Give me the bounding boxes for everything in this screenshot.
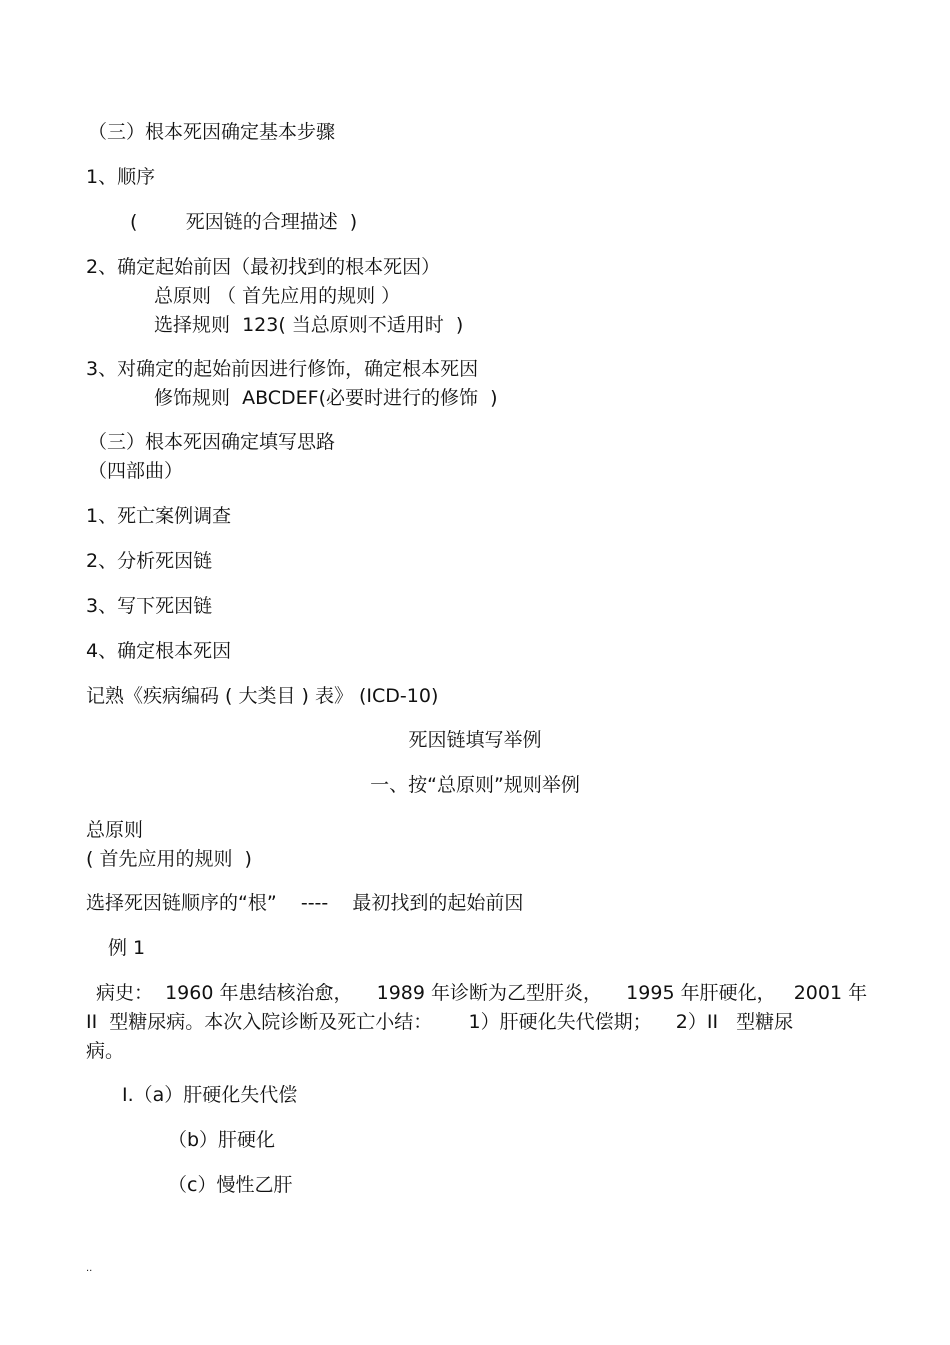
- list-item-analyze: 2、分析死因链: [86, 550, 213, 572]
- step-3-modify: 3、对确定的起始前因进行修饰，确定根本死因: [86, 358, 479, 380]
- history-line-2: II 型糖尿病。本次入院诊断及死亡小结： 1）肝硬化失代偿期； 2）II 型糖尿: [86, 1011, 794, 1033]
- history-line-3: 病。: [86, 1040, 125, 1062]
- modification-rule-line: 修饰规则 ABCDEF(必要时进行的修饰 ): [154, 387, 498, 409]
- selection-rule-line: 选择规则 123( 当总原则不适用时 ): [154, 314, 464, 336]
- general-rule-title: 总原则: [86, 819, 144, 841]
- step-1-order: 1、顺序: [86, 166, 156, 188]
- history-line-1: 病史： 1960 年患结核治愈， 1989 年诊断为乙型肝炎， 1995 年肝硬化， 2001 年: [96, 982, 868, 1004]
- general-rule-line: 总原则 （ 首先应用的规则 ）: [154, 285, 401, 307]
- cause-b: （b）肝硬化: [168, 1129, 276, 1151]
- heading-general-rule-examples: 一、按“总原则”规则举例: [370, 774, 580, 796]
- section-title-approach: （三）根本死因确定填写思路: [88, 431, 336, 453]
- step-2-initial-cause: 2、确定起始前因（最初找到的根本死因）: [86, 256, 441, 278]
- general-rule-note: ( 首先应用的规则 ): [86, 848, 252, 870]
- example-label: 例 1: [108, 937, 146, 959]
- list-item-investigate: 1、死亡案例调查: [86, 505, 232, 527]
- section-subtitle-four-steps: （四部曲）: [88, 460, 184, 482]
- section-title-steps: （三）根本死因确定基本步骤: [88, 121, 336, 143]
- list-item-determine: 4、确定根本死因: [86, 640, 232, 662]
- footer-dots: ..: [86, 1263, 93, 1274]
- select-root-line: 选择死因链顺序的“根” ---- 最初找到的起始前因: [86, 892, 524, 914]
- cause-a: Ⅰ.（a）肝硬化失代偿: [122, 1084, 298, 1106]
- cause-c: （c）慢性乙肝: [168, 1174, 293, 1196]
- heading-examples: 死因链填写举例: [408, 729, 542, 751]
- step-1-note: ( 死因链的合理描述 ): [130, 211, 358, 233]
- memo-icd10: 记熟《疾病编码 ( 大类目 ) 表》 (ICD-10): [86, 685, 439, 707]
- list-item-write: 3、写下死因链: [86, 595, 213, 617]
